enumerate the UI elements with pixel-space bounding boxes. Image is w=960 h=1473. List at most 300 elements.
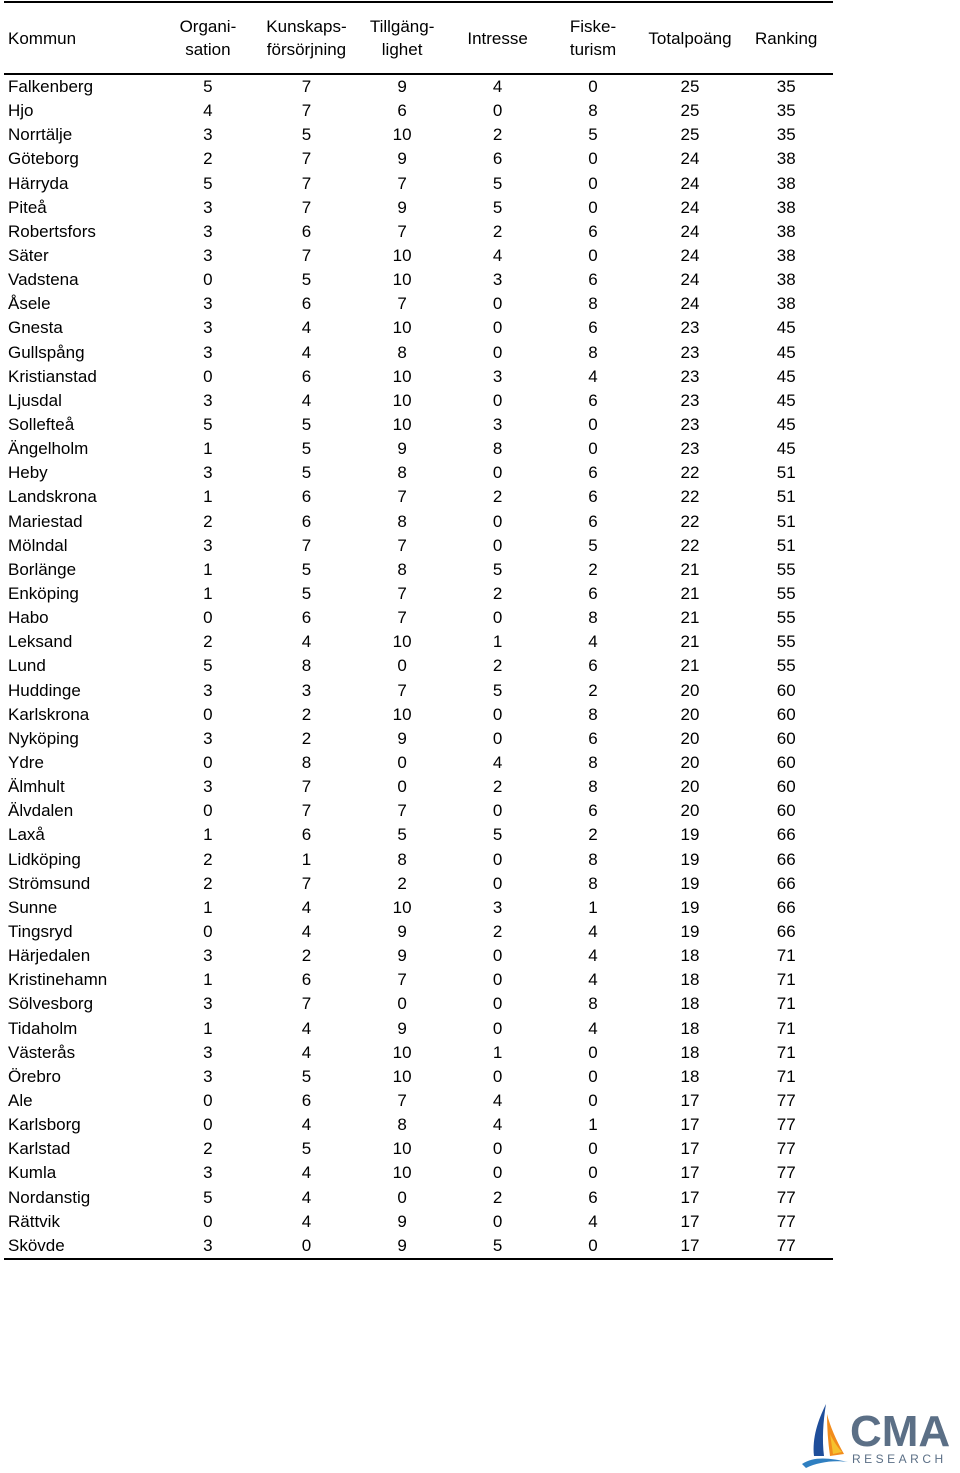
cell-kommun: Kristianstad	[8, 366, 97, 386]
cell-kommun: Tidaholm	[8, 1018, 78, 1038]
cell-kommun: Åsele	[8, 294, 51, 314]
cell-tillganglighet: 7	[397, 487, 407, 507]
table-row	[4, 992, 833, 1016]
cell-organisation: 2	[203, 849, 213, 869]
cell-ranking: 71	[776, 994, 796, 1014]
cell-fisketurism: 6	[588, 584, 598, 604]
table-row	[4, 920, 833, 944]
cell-kunskapsforsorjning: 4	[301, 632, 312, 652]
cell-kommun: Tingsryd	[8, 921, 73, 941]
cell-fisketurism: 0	[588, 173, 598, 193]
cell-organisation: 5	[203, 1187, 213, 1207]
cell-organisation: 2	[203, 149, 213, 169]
cell-organisation: 3	[203, 318, 213, 338]
cell-kommun: Enköping	[8, 584, 79, 604]
table-row	[4, 1113, 833, 1137]
cell-tillganglighet: 7	[397, 801, 407, 821]
cell-totalpoang: 20	[680, 753, 700, 772]
cell-fisketurism: 4	[588, 946, 598, 966]
cma-research-logo	[800, 1400, 960, 1470]
cell-kunskapsforsorjning: 7	[301, 246, 312, 266]
table-row	[4, 558, 833, 582]
cell-organisation: 1	[203, 1018, 213, 1038]
cell-fisketurism: 8	[588, 994, 598, 1014]
cell-kunskapsforsorjning: 4	[301, 897, 312, 917]
cell-fisketurism: 0	[588, 415, 598, 435]
cell-fisketurism: 0	[545, 1234, 640, 1259]
cell-intresse: 0	[492, 1163, 503, 1183]
cell-ranking: 55	[776, 559, 796, 579]
table-row	[4, 1065, 833, 1089]
cell-totalpoang: 22	[680, 511, 700, 531]
cell-tillganglighet: 9	[397, 439, 407, 459]
cell-intresse: 0	[492, 1018, 503, 1038]
cell-tillganglighet: 10	[392, 1139, 412, 1159]
cell-fisketurism: 6	[588, 318, 598, 338]
cell-fisketurism: 6	[588, 463, 598, 483]
cell-tillganglighet: 9	[397, 728, 407, 748]
cell-ranking: 71	[776, 1018, 796, 1038]
cell-fisketurism: 4	[588, 1018, 598, 1038]
cell-tillganglighet: 8	[397, 342, 407, 362]
cell-totalpoang: 22	[680, 487, 700, 507]
cell-kommun: Karlskrona	[8, 704, 90, 724]
cell-totalpoang: 19	[680, 921, 700, 941]
cell-intresse: 5	[492, 197, 503, 217]
cell-ranking: 45	[776, 439, 796, 459]
table-row	[4, 74, 833, 99]
cell-tillganglighet: 0	[397, 656, 407, 676]
cell-fisketurism: 6	[588, 390, 598, 410]
cell-kunskapsforsorjning: 6	[301, 221, 312, 241]
table-row	[4, 606, 833, 630]
cell-organisation: 1	[203, 439, 213, 459]
cell-intresse: 0	[492, 342, 503, 362]
cell-intresse: 3	[492, 366, 503, 386]
cell-totalpoang: 23	[680, 318, 700, 338]
cell-kommun: Västerås	[8, 1042, 76, 1062]
cell-totalpoang: 21	[680, 632, 700, 652]
cell-kunskapsforsorjning: 4	[301, 1018, 312, 1038]
cell-organisation: 3	[203, 342, 213, 362]
column-header-text: Intresse	[467, 28, 528, 48]
cell-fisketurism: 0	[588, 197, 598, 217]
cell-kommun: Ljusdal	[8, 390, 62, 410]
cell-kunskapsforsorjning: 1	[301, 849, 312, 869]
table-row	[4, 896, 833, 920]
cell-kunskapsforsorjning: 5	[301, 584, 312, 604]
cell-fisketurism: 8	[588, 342, 598, 362]
cell-fisketurism: 6	[588, 656, 598, 676]
cell-kommun: Nyköping	[8, 728, 79, 748]
cell-totalpoang: 23	[680, 366, 700, 386]
table-row	[4, 872, 833, 896]
cell-kommun: Ydre	[8, 753, 44, 772]
cell-intresse: 0	[492, 1066, 503, 1086]
cell-kunskapsforsorjning: 5	[301, 270, 312, 290]
cell-fisketurism: 8	[588, 704, 598, 724]
table-row	[4, 510, 833, 534]
cell-totalpoang: 19	[680, 825, 700, 845]
cell-tillganglighet: 10	[392, 704, 412, 724]
cell-ranking: 51	[776, 535, 796, 555]
cell-ranking: 55	[776, 608, 796, 628]
cell-ranking: 60	[776, 801, 796, 821]
cell-intresse: 0	[492, 994, 503, 1014]
cell-kommun: Karlstad	[8, 1139, 71, 1159]
cell-intresse: 2	[492, 125, 503, 145]
cell-intresse: 3	[492, 897, 503, 917]
cell-intresse: 2	[492, 1187, 503, 1207]
cell-ranking: 77	[776, 1187, 796, 1207]
cell-kommun: Kumla	[8, 1163, 57, 1183]
table-row	[4, 1137, 833, 1161]
cell-totalpoang: 22	[680, 535, 700, 555]
cell-intresse: 2	[492, 584, 503, 604]
cell-tillganglighet: 5	[397, 825, 407, 845]
cell-ranking: 55	[776, 656, 796, 676]
cell-kunskapsforsorjning: 7	[301, 77, 312, 97]
cell-intresse: 5	[492, 173, 503, 193]
cell-totalpoang: 18	[680, 970, 700, 990]
cell-totalpoang: 20	[680, 680, 700, 700]
cell-totalpoang: 24	[680, 221, 700, 241]
cell-fisketurism: 2	[588, 559, 598, 579]
cell-organisation: 0	[203, 366, 213, 386]
cell-kommun: Säter	[8, 246, 49, 266]
cell-ranking: 77	[776, 1211, 796, 1231]
cell-totalpoang: 22	[680, 463, 700, 483]
table-header	[4, 2, 833, 74]
column-header-organisation	[157, 2, 258, 74]
table-row	[4, 1016, 833, 1040]
cell-intresse: 0	[492, 849, 503, 869]
cell-intresse: 0	[492, 511, 503, 531]
table-row	[4, 147, 833, 171]
cell-kunskapsforsorjning: 5	[301, 1066, 312, 1086]
cell-ranking: 38	[776, 270, 796, 290]
cell-totalpoang: 19	[680, 849, 700, 869]
cell-kommun: Hjo	[8, 101, 34, 121]
cell-kommun: Sunne	[8, 897, 58, 917]
cell-kunskapsforsorjning: 6	[301, 1090, 312, 1110]
cell-ranking: 60	[776, 728, 796, 748]
cell-ranking: 77	[776, 1090, 796, 1110]
cell-fisketurism: 8	[588, 101, 598, 121]
table-body	[4, 74, 833, 1259]
cell-fisketurism: 1	[588, 1115, 598, 1135]
table-row	[4, 1161, 833, 1185]
cell-tillganglighet: 8	[397, 511, 407, 531]
cell-kommun: Kristinehamn	[8, 970, 108, 990]
cell-totalpoang: 18	[680, 994, 700, 1014]
cell-fisketurism: 6	[588, 221, 598, 241]
column-header-text: Organi-	[179, 17, 237, 36]
cell-totalpoang: 19	[680, 873, 700, 893]
cell-organisation: 3	[203, 221, 213, 241]
cell-kommun: Lund	[8, 656, 46, 676]
cell-totalpoang: 20	[680, 801, 700, 821]
cell-kommun: Robertsfors	[8, 221, 96, 241]
table-row	[4, 654, 833, 678]
column-header-text: Kunskaps-	[266, 17, 347, 36]
cell-ranking: 38	[776, 221, 796, 241]
cell-totalpoang: 24	[680, 294, 700, 314]
table-row	[4, 582, 833, 606]
cell-organisation: 3	[203, 390, 213, 410]
cell-kommun: Gullspång	[8, 342, 85, 362]
cell-ranking: 38	[776, 173, 796, 193]
cell-kunskapsforsorjning: 4	[301, 390, 312, 410]
cell-totalpoang: 17	[680, 1115, 700, 1135]
cell-ranking: 35	[776, 101, 796, 121]
table-row	[4, 1041, 833, 1065]
cell-intresse: 4	[492, 246, 503, 266]
cell-ranking: 51	[776, 463, 796, 483]
cell-intresse: 4	[492, 1090, 503, 1110]
cell-kunskapsforsorjning: 7	[301, 873, 312, 893]
column-header-intresse	[450, 2, 545, 74]
column-header-text: sation	[185, 40, 231, 59]
cell-ranking: 77	[739, 1234, 833, 1259]
column-header-text: turism	[569, 40, 617, 59]
table-row	[4, 485, 833, 509]
cell-fisketurism: 0	[588, 149, 598, 169]
cell-ranking: 38	[776, 149, 796, 169]
cell-totalpoang: 17	[680, 1090, 700, 1110]
cell-organisation: 2	[203, 1139, 213, 1159]
cell-ranking: 51	[776, 487, 796, 507]
cell-organisation: 3	[203, 680, 213, 700]
cell-intresse: 0	[492, 728, 503, 748]
cell-totalpoang: 18	[680, 1018, 700, 1038]
cell-totalpoang: 23	[680, 390, 700, 410]
cell-totalpoang: 20	[680, 704, 700, 724]
cell-tillganglighet: 9	[397, 946, 407, 966]
cell-organisation: 0	[203, 1090, 213, 1110]
cell-tillganglighet: 9	[397, 921, 407, 941]
cell-intresse: 4	[492, 77, 503, 97]
cell-kunskapsforsorjning: 2	[301, 704, 312, 724]
table-row	[4, 341, 833, 365]
cell-fisketurism: 2	[588, 680, 598, 700]
cell-intresse: 2	[492, 656, 503, 676]
cell-fisketurism: 0	[588, 439, 598, 459]
cell-intresse: 2	[492, 221, 503, 241]
cell-organisation: 1	[203, 897, 213, 917]
cell-totalpoang: 24	[680, 197, 700, 217]
cell-kommun: Mölndal	[8, 535, 68, 555]
cell-fisketurism: 6	[588, 801, 598, 821]
cell-kommun: Strömsund	[8, 873, 91, 893]
cell-kunskapsforsorjning: 5	[301, 1139, 312, 1159]
cell-organisation: 5	[203, 656, 213, 676]
cell-intresse: 3	[492, 415, 503, 435]
cell-kunskapsforsorjning: 6	[301, 294, 312, 314]
table-row	[4, 703, 833, 727]
cell-kommun: Rättvik	[8, 1211, 60, 1231]
cell-ranking: 60	[776, 777, 796, 797]
table-row	[4, 944, 833, 968]
table-row	[4, 172, 833, 196]
cell-kunskapsforsorjning: 4	[301, 1187, 312, 1207]
cell-kommun: Göteborg	[8, 149, 79, 169]
table-row	[4, 1210, 833, 1234]
cell-ranking: 55	[776, 632, 796, 652]
cell-intresse: 0	[492, 463, 503, 483]
cell-tillganglighet: 7	[397, 680, 407, 700]
cell-kommun: Falkenberg	[8, 77, 94, 97]
cell-organisation: 3	[203, 535, 213, 555]
cell-organisation: 2	[203, 632, 213, 652]
cell-intresse: 5	[492, 559, 503, 579]
table-row	[4, 220, 833, 244]
table-row	[4, 799, 833, 823]
cell-kommun: Mariestad	[8, 511, 83, 531]
cell-intresse: 4	[492, 753, 503, 772]
cell-tillganglighet: 8	[397, 1115, 407, 1135]
cell-kunskapsforsorjning: 4	[301, 342, 312, 362]
table-row	[4, 268, 833, 292]
cell-fisketurism: 1	[588, 897, 598, 917]
cell-organisation: 3	[203, 1042, 213, 1062]
cell-intresse: 0	[492, 608, 503, 628]
cell-fisketurism: 5	[588, 125, 598, 145]
cell-kunskapsforsorjning: 7	[301, 173, 312, 193]
cell-ranking: 77	[776, 1115, 796, 1135]
cell-tillganglighet: 10	[392, 1163, 412, 1183]
table-row	[4, 99, 833, 123]
ranking-table	[4, 1, 833, 1260]
cell-kunskapsforsorjning: 6	[301, 608, 312, 628]
cell-kunskapsforsorjning: 4	[301, 921, 312, 941]
cell-intresse: 2	[492, 487, 503, 507]
table-row	[4, 437, 833, 461]
cell-tillganglighet: 0	[397, 994, 407, 1014]
table-row	[4, 365, 833, 389]
cell-fisketurism: 0	[588, 1090, 598, 1110]
cell-organisation: 0	[203, 270, 213, 290]
cell-organisation: 4	[203, 101, 213, 121]
cell-kommun: Norrtälje	[8, 125, 73, 145]
cell-organisation: 0	[203, 1211, 213, 1231]
column-header-text: Fiske-	[569, 17, 617, 36]
cell-organisation: 2	[203, 873, 213, 893]
cell-fisketurism: 8	[588, 849, 598, 869]
cell-tillganglighet: 6	[397, 101, 407, 121]
cell-fisketurism: 4	[588, 1211, 598, 1231]
cell-organisation: 3	[203, 294, 213, 314]
cell-kunskapsforsorjning: 5	[301, 125, 312, 145]
cell-totalpoang: 20	[680, 728, 700, 748]
cell-kunskapsforsorjning: 4	[301, 1042, 312, 1062]
cell-kommun: Leksand	[8, 632, 73, 652]
cell-totalpoang: 21	[680, 608, 700, 628]
cell-intresse: 0	[492, 1211, 503, 1231]
cell-kunskapsforsorjning: 7	[301, 777, 312, 797]
cell-organisation: 3	[203, 1163, 213, 1183]
cell-kunskapsforsorjning: 7	[301, 149, 312, 169]
cell-organisation: 3	[203, 1066, 213, 1086]
cell-ranking: 66	[776, 825, 796, 845]
cell-tillganglighet: 10	[392, 318, 412, 338]
cell-organisation: 3	[203, 246, 213, 266]
cell-organisation: 1	[203, 487, 213, 507]
cell-fisketurism: 5	[588, 535, 598, 555]
cell-kommun: Ängelholm	[8, 439, 89, 459]
cell-intresse: 8	[492, 439, 503, 459]
cell-totalpoang: 23	[680, 439, 700, 459]
cell-ranking: 77	[776, 1139, 796, 1159]
table-row	[4, 630, 833, 654]
cell-organisation: 1	[203, 825, 213, 845]
header-row	[4, 2, 833, 74]
table-row	[4, 196, 833, 220]
cell-totalpoang: 17	[680, 1211, 700, 1231]
cell-tillganglighet: 9	[354, 1234, 450, 1259]
cell-intresse: 2	[492, 921, 503, 941]
cell-kommun: Skövde	[4, 1234, 157, 1259]
table-row	[4, 727, 833, 751]
cell-totalpoang: 21	[680, 559, 700, 579]
cell-ranking: 51	[776, 511, 796, 531]
cell-tillganglighet: 10	[392, 632, 412, 652]
cell-fisketurism: 2	[588, 825, 598, 845]
cell-totalpoang: 24	[680, 173, 700, 193]
cell-tillganglighet: 7	[397, 584, 407, 604]
cell-intresse: 0	[492, 294, 503, 314]
cell-kommun: Laxå	[8, 825, 45, 845]
cell-intresse: 5	[492, 825, 503, 845]
cell-ranking: 38	[776, 294, 796, 314]
cell-ranking: 45	[776, 342, 796, 362]
cell-totalpoang: 21	[680, 656, 700, 676]
table-row	[4, 848, 833, 872]
cell-fisketurism: 4	[588, 632, 598, 652]
cell-tillganglighet: 10	[392, 1066, 412, 1086]
cell-fisketurism: 8	[588, 294, 598, 314]
table-row	[4, 534, 833, 558]
cell-tillganglighet: 7	[397, 294, 407, 314]
table-row	[4, 461, 833, 485]
cell-intresse: 5	[492, 680, 503, 700]
cell-intresse: 0	[492, 873, 503, 893]
cell-organisation: 0	[203, 1115, 213, 1135]
cell-organisation: 1	[203, 584, 213, 604]
cell-tillganglighet: 10	[392, 246, 412, 266]
cell-kommun: Gnesta	[8, 318, 63, 338]
cell-kunskapsforsorjning: 4	[301, 1115, 312, 1135]
cell-organisation: 5	[203, 173, 213, 193]
cell-intresse: 4	[492, 1115, 503, 1135]
cell-totalpoang: 20	[680, 777, 700, 797]
column-header-tillganglighet	[354, 2, 450, 74]
cell-tillganglighet: 8	[397, 559, 407, 579]
cell-tillganglighet: 0	[397, 753, 407, 772]
cell-intresse: 0	[492, 1139, 503, 1159]
cell-kommun: Sollefteå	[8, 415, 75, 435]
cell-fisketurism: 8	[588, 873, 598, 893]
cell-tillganglighet: 9	[397, 197, 407, 217]
cell-organisation: 0	[203, 608, 213, 628]
cell-fisketurism: 8	[588, 753, 598, 772]
cell-ranking: 66	[776, 849, 796, 869]
cell-fisketurism: 4	[588, 921, 598, 941]
cell-kunskapsforsorjning: 4	[301, 1163, 312, 1183]
table-row	[4, 751, 833, 775]
cell-tillganglighet: 9	[397, 149, 407, 169]
logo-subtitle: RESEARCH	[852, 1452, 947, 1466]
